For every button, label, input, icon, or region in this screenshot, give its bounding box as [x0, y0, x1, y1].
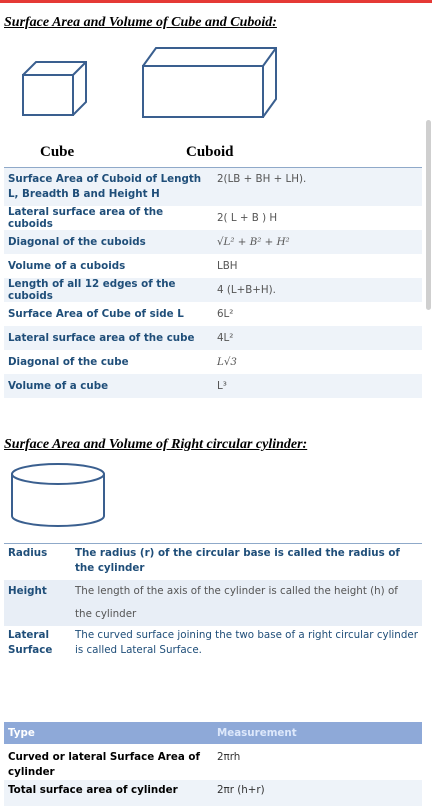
definition-text: The radius (r) of the circular base is called the radius of the cylinder: [75, 547, 400, 574]
formula-label: Lateral surface area of the cuboids: [8, 205, 164, 230]
cube-cuboid-illustration: [0, 40, 300, 120]
cylinder-illustration: [0, 460, 120, 530]
table-row: [4, 626, 422, 662]
formula-label: Diagonal of the cuboids: [8, 235, 146, 248]
formula-value: LBH: [217, 259, 238, 272]
definition-term: Lateral Surface: [8, 629, 53, 656]
table-row: [4, 254, 422, 278]
header-measurement: Measurement: [217, 727, 297, 739]
cube-cuboid-formula-table: [4, 167, 422, 398]
table-row: [4, 278, 422, 302]
formula-value: 2(LB + BH + LH).: [217, 173, 307, 185]
cube-label: Cube: [40, 144, 75, 160]
section-heading-cube-cuboid: Surface Area and Volume of Cube and Cuboid:: [4, 15, 277, 30]
definition-term: Height: [8, 585, 47, 597]
formula-label: Volume of a cuboids: [8, 259, 126, 272]
definition-term: Radius: [8, 547, 48, 559]
cube-drawing: [23, 62, 86, 115]
measurement-value: 2πr (h+r): [217, 784, 265, 796]
table-row: [4, 544, 422, 581]
table-row: [4, 580, 422, 626]
table-row: [4, 230, 422, 254]
table-row: [4, 374, 422, 398]
table-row: [4, 326, 422, 350]
cylinder-definitions-table: [4, 543, 422, 662]
table-row: [4, 780, 422, 806]
definition-text: The curved surface joining the two base of a right circular cylinder is called Lateral Surface.: [75, 629, 418, 656]
cylinder-measurement-table: [4, 722, 422, 806]
formula-value: L√3: [217, 355, 237, 368]
formula-value: 4L²: [217, 331, 234, 344]
scrollbar-thumb[interactable]: [426, 120, 431, 310]
measurement-value: 2πrh: [217, 751, 241, 763]
measurement-type: Total surface area of cylinder: [8, 784, 178, 796]
measurement-type: Curved or lateral Surface Area of cylinder: [8, 751, 200, 778]
header-type: Type: [8, 727, 35, 739]
table-row: [4, 350, 422, 374]
table-row: [4, 302, 422, 326]
formula-label: Diagonal of the cube: [8, 355, 129, 368]
formula-value: 4 (L+B+H).: [217, 283, 276, 296]
table-header-row: [4, 722, 422, 744]
formula-label: Volume of a cube: [8, 379, 109, 392]
top-accent-line: [0, 0, 432, 3]
formula-label: Lateral surface area of the cube: [8, 331, 195, 344]
section-heading-cylinder: Surface Area and Volume of Right circular cylinder:: [4, 437, 308, 452]
table-row: [4, 206, 422, 230]
formula-value: 6L²: [217, 307, 234, 320]
formula-value: √L² + B² + H²: [217, 235, 290, 248]
table-row: [4, 744, 422, 780]
formula-label: Surface Area of Cuboid of Length L, Breadth B and Height H: [8, 173, 202, 200]
cuboid-label: Cuboid: [186, 144, 234, 160]
formula-value: L³: [217, 379, 227, 392]
definition-text: The length of the axis of the cylinder is called the height (h) of the cylinder: [75, 585, 398, 620]
table-row: [4, 168, 422, 206]
formula-label: Length of all 12 edges of the cuboids: [8, 277, 176, 302]
cuboid-drawing: [143, 48, 276, 117]
formula-value: 2( L + B ) H: [217, 211, 278, 224]
formula-label: Surface Area of Cube of side L: [8, 307, 184, 320]
